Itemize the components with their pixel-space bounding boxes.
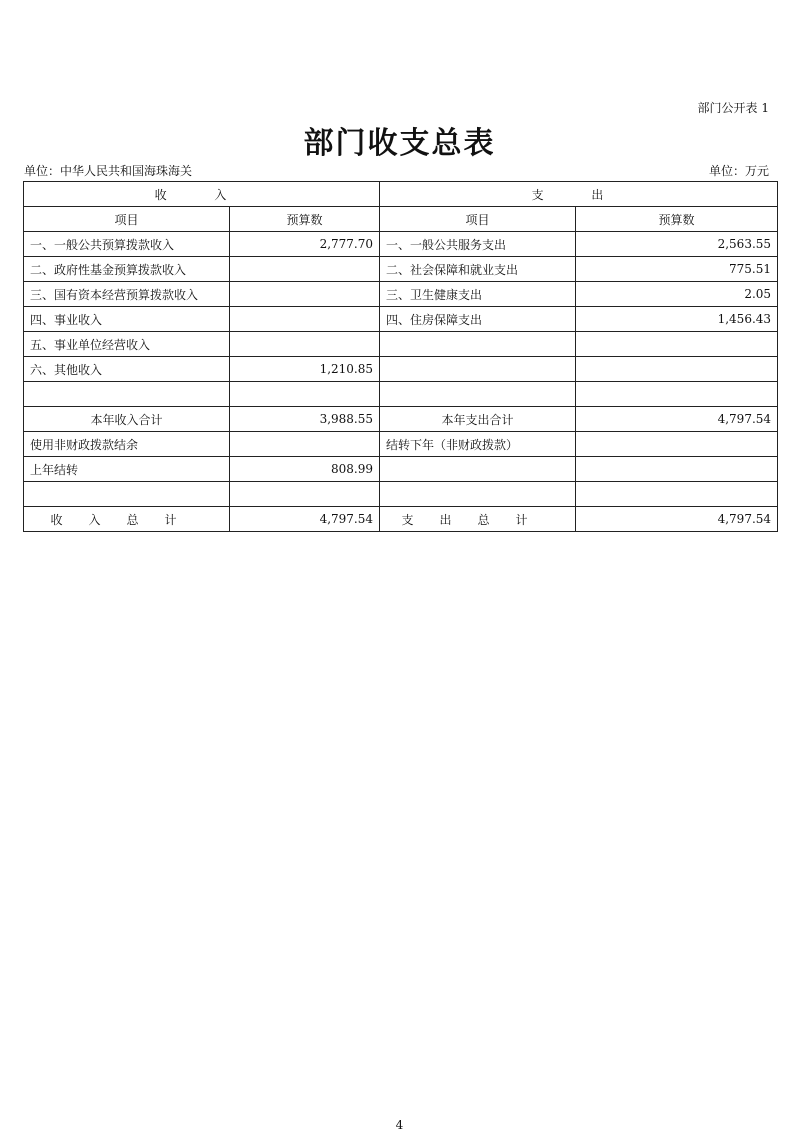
income-amount-cell: 2,777.70: [230, 232, 380, 257]
expense-amount-cell: [576, 482, 778, 507]
table-row: [24, 332, 778, 357]
income-amount-cell: [230, 382, 380, 407]
income-item-cell: 四、事业收入: [24, 307, 230, 332]
income-item-cell: 三、国有资本经营预算拨款收入: [24, 282, 230, 307]
year-total-row: [24, 407, 778, 432]
expense-amount-cell: 2,563.55: [576, 232, 778, 257]
year-expense-total-amount: 4,797.54: [576, 407, 778, 432]
income-grand-total-label: 收入总计: [24, 507, 230, 532]
year-expense-total-label: 本年支出合计: [380, 407, 576, 432]
table-row: [24, 232, 778, 257]
income-amount-cell: [230, 307, 380, 332]
income-item-cell: [24, 482, 230, 507]
last-year-carry-amount: 808.99: [230, 457, 380, 482]
page-number: 4: [395, 1118, 404, 1132]
income-item-cell: 六、其他收入: [24, 357, 230, 382]
income-item-header: 项目: [24, 207, 230, 232]
expense-amount-cell: [576, 457, 778, 482]
income-amount-cell: [230, 282, 380, 307]
table-row: [24, 482, 778, 507]
income-amount-cell: [230, 332, 380, 357]
expense-amount-header: 预算数: [576, 207, 778, 232]
page-title: 部门收支总表: [303, 126, 496, 161]
carry-next-year-label: 结转下年（非财政拨款）: [380, 432, 576, 457]
table-row: [24, 432, 778, 457]
income-group-header: 收 入: [24, 182, 380, 207]
income-item-cell: 一、一般公共预算拨款收入: [24, 232, 230, 257]
nonfiscal-balance-label: 使用非财政拨款结余: [24, 432, 230, 457]
table-row: [24, 357, 778, 382]
year-income-total-amount: 3,988.55: [230, 407, 380, 432]
income-item-cell: 二、政府性基金预算拨款收入: [24, 257, 230, 282]
expense-amount-cell: [576, 357, 778, 382]
expense-item-cell: [380, 457, 576, 482]
income-item-cell: 五、事业单位经营收入: [24, 332, 230, 357]
unit-currency: 单位：万元: [708, 164, 769, 178]
nonfiscal-balance-amount: [230, 432, 380, 457]
income-grand-total-amount: 4,797.54: [230, 507, 380, 532]
carry-next-year-amount: [576, 432, 778, 457]
expense-item-cell: 二、社会保障和就业支出: [380, 257, 576, 282]
table-row: [24, 257, 778, 282]
expense-amount-cell: [576, 382, 778, 407]
expense-grand-total-label: 支出总计: [380, 507, 576, 532]
table-row: [24, 282, 778, 307]
expense-item-cell: [380, 482, 576, 507]
budget-summary-table: [23, 181, 778, 532]
expense-amount-cell: 2.05: [576, 282, 778, 307]
income-amount-cell: [230, 482, 380, 507]
expense-item-cell: [380, 357, 576, 382]
expense-item-cell: [380, 382, 576, 407]
expense-item-cell: [380, 332, 576, 357]
last-year-carry-label: 上年结转: [24, 457, 230, 482]
expense-amount-cell: [576, 332, 778, 357]
income-amount-cell: [230, 257, 380, 282]
income-amount-cell: 1,210.85: [230, 357, 380, 382]
unit-organization: 单位：中华人民共和国海珠海关: [24, 164, 193, 178]
income-item-cell: [24, 382, 230, 407]
expense-grand-total-amount: 4,797.54: [576, 507, 778, 532]
table-row: [24, 307, 778, 332]
expense-item-cell: 四、住房保障支出: [380, 307, 576, 332]
table-row: [24, 457, 778, 482]
year-income-total-label: 本年收入合计: [24, 407, 230, 432]
income-amount-header: 预算数: [230, 207, 380, 232]
expense-group-header: 支 出: [380, 182, 778, 207]
expense-amount-cell: 1,456.43: [576, 307, 778, 332]
expense-amount-cell: 775.51: [576, 257, 778, 282]
expense-item-cell: 三、卫生健康支出: [380, 282, 576, 307]
table-row: [24, 382, 778, 407]
grand-total-row: [24, 507, 778, 532]
expense-item-header: 项目: [380, 207, 576, 232]
form-number: 部门公开表 1: [697, 101, 769, 115]
expense-item-cell: 一、一般公共服务支出: [380, 232, 576, 257]
